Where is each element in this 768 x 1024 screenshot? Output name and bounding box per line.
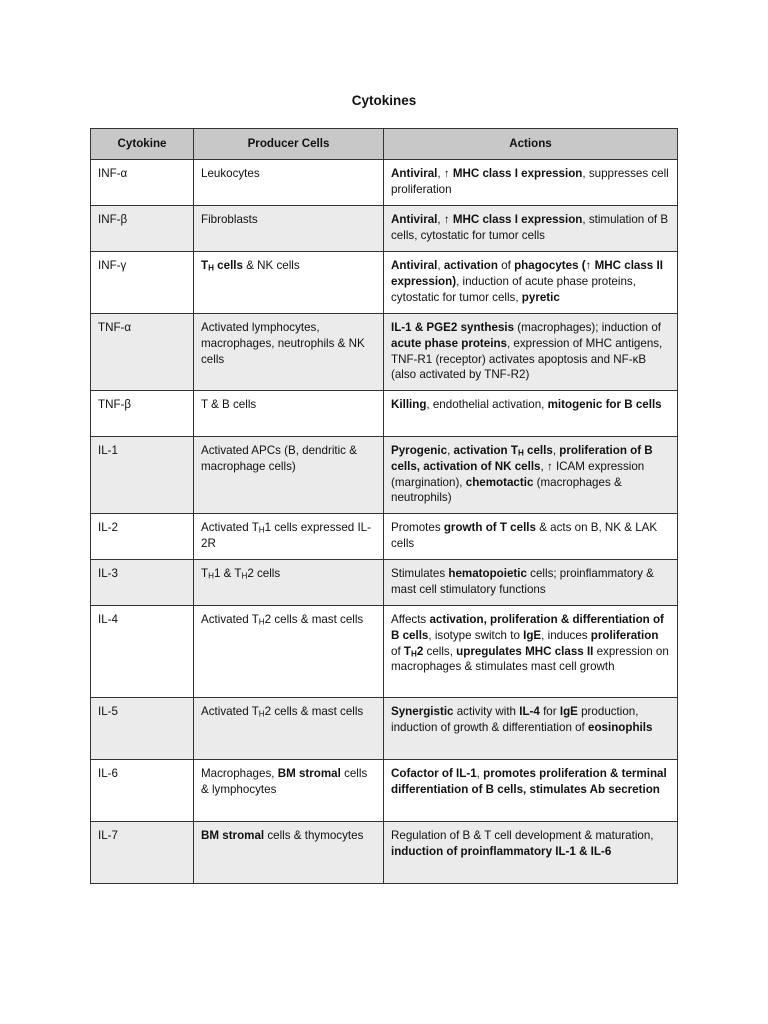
text-segment: (macrophages); induction of	[514, 321, 662, 334]
header-row	[91, 129, 678, 160]
text-segment: , induction of acute phase proteins, cytostatic for tumor cells,	[391, 274, 636, 304]
cell-cytokine: IL-5	[91, 698, 194, 760]
cell-producer-cells	[194, 560, 384, 606]
bold-text: induction of proinflammatory IL-1 & IL-6	[391, 844, 612, 858]
text-segment: Activated T	[201, 613, 259, 626]
text-segment: ,	[437, 213, 444, 226]
bold-text: Killing	[391, 398, 427, 411]
subscript-text: H	[517, 448, 524, 458]
text-segment: (macrophages & neutrophils)	[391, 475, 622, 505]
bold-text: T	[403, 644, 411, 658]
page-title: Cytokines	[351, 93, 417, 108]
text-segment: T & B cells	[201, 398, 257, 411]
bold-text: IL-1 & PGE2 synthesis	[391, 321, 515, 334]
header-actions: Actions	[384, 129, 678, 160]
bold-text: promotes proliferation & terminal differentiation of B cells, stimulates Ab secretion	[391, 767, 667, 796]
cell-producer-cells	[194, 760, 384, 822]
cell-actions	[384, 314, 678, 391]
header-producer-cells: Producer Cells	[194, 129, 384, 160]
bold-text: Antiviral	[391, 213, 438, 226]
text-segment: & NK cells	[242, 259, 300, 272]
cell-cytokine: IL-2	[91, 514, 194, 560]
text-segment: cells & lymphocytes	[201, 767, 368, 796]
bold-text: Antiviral	[391, 167, 438, 180]
cell-producer-cells	[194, 206, 384, 252]
bold-text: Cofactor of IL-1	[391, 767, 477, 780]
cell-cytokine: IL-3	[91, 560, 194, 606]
table-row	[91, 606, 678, 698]
text-segment: , stimulation of B cells, cytostatic for tumor cells	[391, 213, 669, 242]
bold-text: chemotactic	[465, 475, 534, 489]
cell-actions	[384, 822, 678, 884]
text-segment: Macrophages,	[201, 767, 278, 780]
table-row	[91, 437, 678, 514]
text-segment: 2 cells	[247, 567, 281, 580]
cell-cytokine: IL-1	[91, 437, 194, 514]
cell-cytokine: IL-7	[91, 822, 194, 884]
bold-text: BM stromal	[201, 829, 265, 842]
table-row	[91, 314, 678, 391]
text-segment: Activated APCs (B, dendritic & macrophage cells)	[201, 444, 357, 473]
bold-text: upregulates MHC class II	[456, 644, 594, 658]
text-segment: 2 cells & mast cells	[264, 613, 364, 626]
bold-text: eosinophils	[588, 720, 653, 734]
text-segment: Fibroblasts	[201, 213, 258, 226]
bold-text: IgE	[523, 628, 542, 642]
table-row	[91, 206, 678, 252]
text-segment: Activated T	[201, 705, 259, 718]
bold-text: IL-4	[519, 705, 540, 718]
table-header	[91, 129, 678, 160]
table-body	[91, 160, 678, 884]
subscript-text: H	[258, 709, 265, 719]
text-segment: & acts on B, NK & LAK cells	[391, 521, 658, 550]
cell-cytokine: IL-4	[91, 606, 194, 698]
text-segment: Promotes	[391, 521, 444, 534]
text-segment: Leukocytes	[201, 167, 260, 180]
bold-text: acute phase proteins	[391, 336, 507, 350]
text-segment: Activated lymphocytes, macrophages, neutrophils & NK cells	[201, 321, 365, 366]
bold-text: BM stromal	[277, 767, 341, 780]
bold-text: Synergistic	[391, 705, 454, 718]
subscript-text: H	[208, 263, 214, 273]
cell-producer-cells	[194, 822, 384, 884]
text-segment: cells; proinflammatory & mast cell stimulatory functions	[391, 567, 654, 596]
cell-actions	[384, 606, 678, 698]
cell-producer-cells	[194, 606, 384, 698]
cell-cytokine: INF-α	[91, 160, 194, 206]
text-segment: cells & thymocytes	[264, 829, 364, 842]
bold-text: 2	[416, 644, 424, 658]
cell-actions	[384, 514, 678, 560]
text-segment: of	[497, 259, 515, 272]
text-segment: of	[391, 644, 404, 658]
text-segment: ,	[437, 259, 444, 272]
bold-text: proliferation	[590, 628, 659, 642]
text-segment: expression on macrophages & stimulates mast cell growth	[391, 644, 669, 674]
bold-text: cells	[523, 444, 553, 457]
cell-producer-cells	[194, 698, 384, 760]
bold-text: proliferation of B cells, activation of NK cells	[391, 444, 653, 473]
bold-text: ↑ MHC class I expression	[443, 213, 583, 226]
table-row	[91, 514, 678, 560]
text-segment: , induces	[541, 628, 591, 642]
header-cytokine: Cytokine	[91, 129, 194, 160]
text-segment: ,	[437, 167, 444, 180]
text-segment: ,	[552, 444, 560, 457]
table-row	[91, 160, 678, 206]
text-segment: 2 cells & mast cells	[264, 705, 364, 718]
text-segment: Regulation of B & T cell development & maturation,	[391, 829, 654, 842]
bold-text: phagocytes (↑ MHC class II expression)	[391, 259, 663, 288]
bold-text: Pyrogenic	[391, 444, 448, 457]
text-segment: T	[201, 567, 209, 580]
cell-actions	[384, 206, 678, 252]
text-segment: 1 & T	[213, 567, 242, 580]
subscript-text: H	[258, 525, 265, 535]
text-segment: , isotype switch to	[428, 628, 524, 642]
cell-producer-cells	[194, 252, 384, 314]
cell-actions	[384, 391, 678, 437]
cell-actions	[384, 252, 678, 314]
text-segment: ,	[447, 444, 454, 457]
table-row	[91, 252, 678, 314]
text-segment: activity with	[453, 705, 520, 718]
cell-producer-cells	[194, 391, 384, 437]
cell-cytokine: TNF-α	[91, 314, 194, 391]
subscript-text: H	[241, 571, 248, 581]
cell-cytokine: INF-β	[91, 206, 194, 252]
text-segment: , suppresses cell proliferation	[391, 167, 669, 196]
subscript-text: H	[410, 649, 417, 659]
cell-actions	[384, 698, 678, 760]
cell-producer-cells	[194, 514, 384, 560]
text-segment: cells,	[423, 644, 457, 658]
bold-text: mitogenic for B cells	[547, 398, 662, 411]
cell-producer-cells	[194, 437, 384, 514]
cell-cytokine: TNF-β	[91, 391, 194, 437]
table-row	[91, 391, 678, 437]
table-row	[91, 698, 678, 760]
bold-text: cells	[213, 259, 243, 272]
text-segment: production, induction of growth & differentiation of	[391, 705, 639, 734]
bold-text: Antiviral	[391, 259, 438, 272]
bold-text: pyretic	[521, 290, 560, 304]
cell-actions	[384, 560, 678, 606]
text-segment: Stimulates	[391, 567, 449, 580]
text-segment: , expression of MHC antigens, TNF-R1 (receptor) activates apoptosis and NF-κB (also activated by TNF-R2)	[391, 336, 663, 382]
bold-text: activation T	[453, 444, 518, 457]
subscript-text: H	[258, 617, 265, 627]
text-segment: for	[539, 705, 560, 718]
cytokine-table	[90, 128, 678, 884]
cell-cytokine: INF-γ	[91, 252, 194, 314]
cell-cytokine: IL-6	[91, 760, 194, 822]
text-segment: , endothelial activation,	[426, 398, 548, 411]
text-segment: Affects	[391, 613, 430, 626]
text-segment: , ↑ ICAM expression (margination),	[391, 459, 645, 489]
cell-producer-cells	[194, 314, 384, 391]
bold-text: T	[201, 259, 209, 272]
bold-text: growth of T cells	[443, 521, 536, 534]
text-segment: 1 cells expressed IL-2R	[201, 521, 371, 550]
bold-text: ↑ MHC class I expression	[443, 167, 583, 180]
text-segment: Activated T	[201, 521, 259, 534]
table-row	[91, 760, 678, 822]
subscript-text: H	[208, 571, 214, 581]
table-row	[91, 822, 678, 884]
text-segment: ,	[476, 767, 484, 780]
bold-text: IgE	[559, 705, 578, 718]
table-row	[91, 560, 678, 606]
cell-producer-cells	[194, 160, 384, 206]
bold-text: hematopoietic	[448, 567, 527, 580]
bold-text: activation, proliferation & differentiation of B cells	[391, 613, 664, 642]
cell-actions	[384, 437, 678, 514]
bold-text: activation	[443, 259, 498, 272]
cell-actions	[384, 760, 678, 822]
cell-actions	[384, 160, 678, 206]
